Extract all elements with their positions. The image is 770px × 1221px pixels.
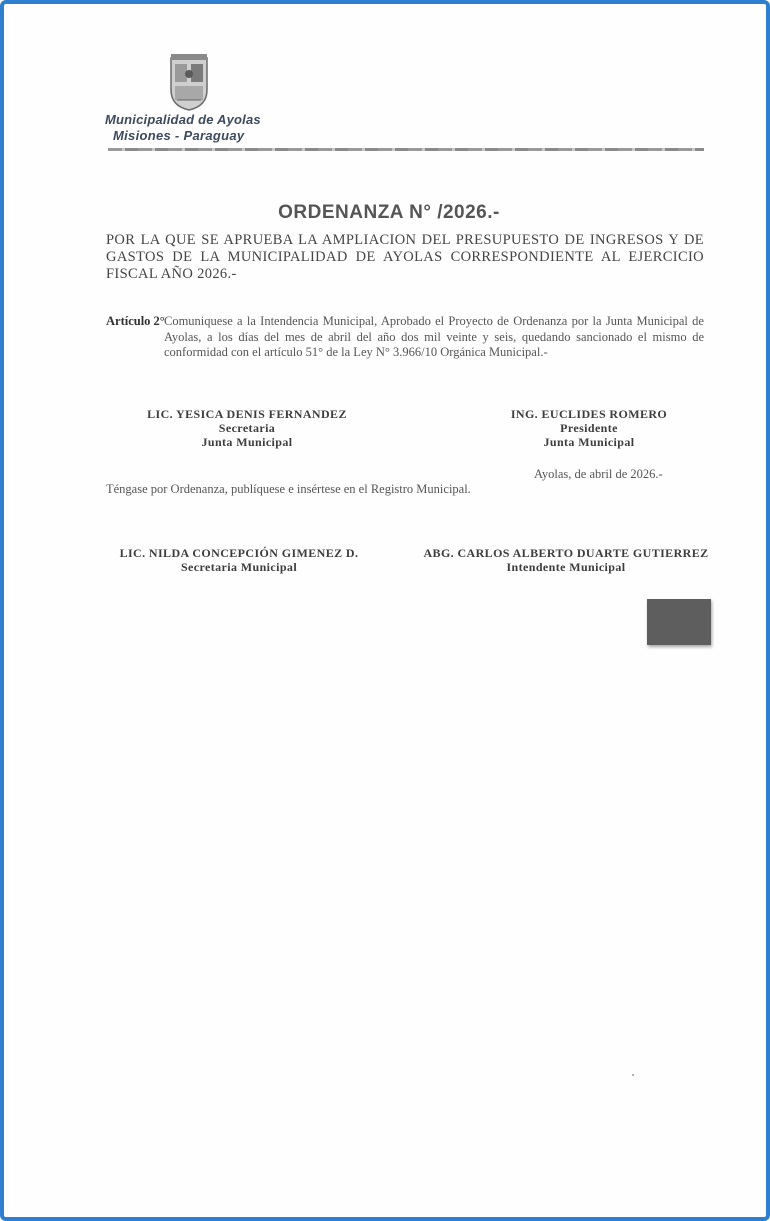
header-rule bbox=[108, 148, 704, 151]
signer-role: Presidente bbox=[560, 421, 618, 435]
signer-role: Secretaria Municipal bbox=[180, 560, 298, 574]
signer-body: Junta Municipal bbox=[543, 435, 635, 449]
signer-name: LIC. YESICA DENIS FERNANDEZ bbox=[147, 407, 347, 421]
signer-body: Junta Municipal bbox=[201, 435, 293, 449]
signature-council-secretary bbox=[122, 407, 372, 449]
redaction-block bbox=[647, 599, 711, 645]
signer-name: ING. EUCLIDES ROMERO bbox=[510, 407, 668, 421]
signer-role: Intendente Municipal bbox=[506, 560, 626, 574]
signer-role: Secretaria bbox=[218, 421, 276, 435]
ordinance-title: ORDENANZA N° /2026.- bbox=[278, 202, 500, 223]
article-2 bbox=[106, 314, 704, 359]
article-text: Comuniquese a la Intendencia Municipal, Aprobado el Proyecto de Ordenanza por la Junta Municipal de Ayolas, a los días del mes de abril del año dos mil veinte y seis, quedando sancionado el mismo de conformidad con el artículo 51° de la Ley N° 3.966/10 Orgánica Municipal.- bbox=[164, 314, 704, 359]
article-label: Artículo 2° bbox=[106, 314, 165, 328]
signature-mayor bbox=[406, 546, 726, 574]
place-date: Ayolas, de abril de 2026.- bbox=[534, 467, 663, 481]
signature-council-president bbox=[484, 407, 694, 449]
org-name: Municipalidad de Ayolas bbox=[105, 112, 261, 127]
signer-name: ABG. CARLOS ALBERTO DUARTE GUTIERREZ bbox=[423, 546, 709, 560]
signer-name: LIC. NILDA CONCEPCIÓN GIMENEZ D. bbox=[119, 546, 359, 560]
org-location: Misiones - Paraguay bbox=[113, 128, 245, 143]
signature-municipal-secretary bbox=[104, 546, 374, 574]
municipal-crest-icon bbox=[169, 52, 209, 112]
scan-speck bbox=[632, 1074, 634, 1076]
ordinance-subject: POR LA QUE SE APRUEBA LA AMPLIACION DEL PRESUPUESTO DE INGRESOS Y DE GASTOS DE LA MUNICIPALIDAD DE AYOLAS CORRESPONDIENTE AL EJERCICIO FISCAL AÑO 2026.- bbox=[106, 232, 704, 282]
promulgation-text: Téngase por Ordenanza, publíquese e insértese en el Registro Municipal. bbox=[106, 482, 471, 496]
document-page bbox=[14, 14, 764, 1215]
